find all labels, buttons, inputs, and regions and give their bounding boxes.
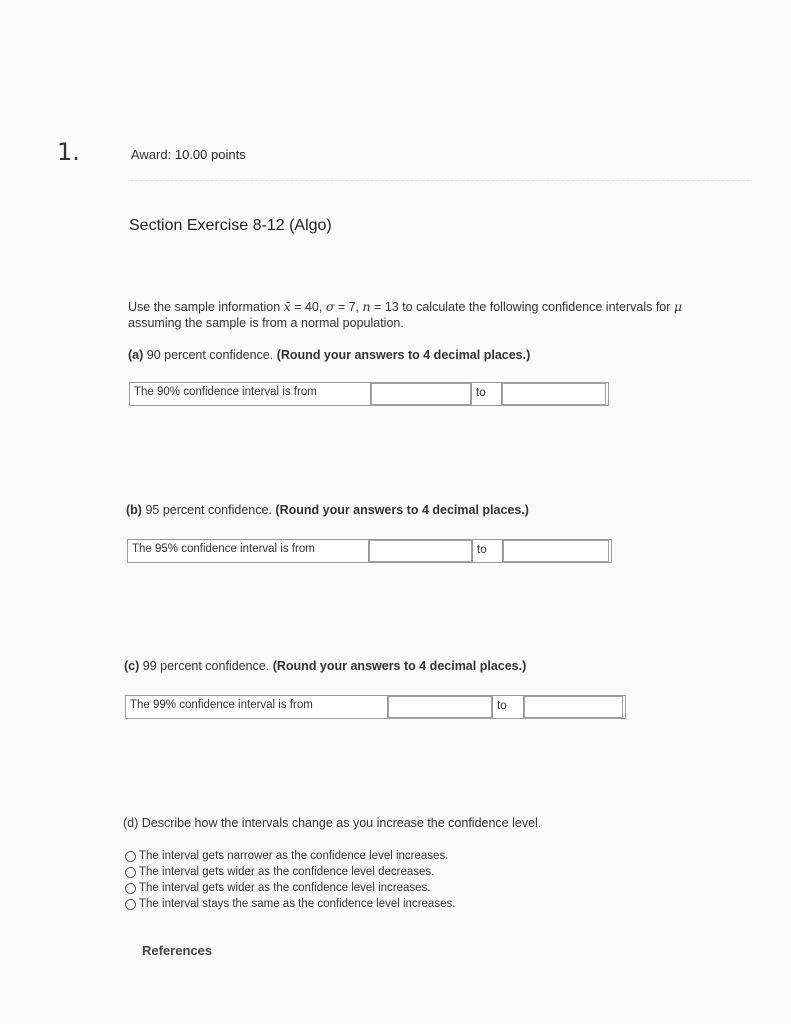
radio-button[interactable] — [125, 899, 136, 910]
exercise-title: Section Exercise 8-12 (Algo) — [129, 217, 332, 234]
radio-button[interactable] — [125, 883, 136, 894]
award-points: 10.00 points — [174, 147, 246, 162]
part-a-lower-input[interactable] — [371, 383, 471, 405]
award-label: Award: — [131, 147, 172, 162]
part-c-upper-input[interactable] — [524, 696, 623, 718]
radio-button[interactable] — [125, 867, 136, 878]
part-b-row-label: The 95% confidence interval is from — [128, 540, 369, 562]
option-4-label: The interval stays the same as the confidence level increases. — [139, 898, 456, 910]
option-2-label: The interval gets wider as the confidence level decreases. — [139, 866, 435, 878]
option-1[interactable] — [125, 848, 455, 864]
part-b-prompt — [126, 503, 529, 517]
part-c-label: (c) — [124, 659, 140, 673]
mu-symbol: μ — [673, 299, 683, 314]
part-c-to-label: to — [492, 696, 524, 718]
divider — [130, 180, 750, 181]
part-a-text: 90 percent confidence. — [143, 348, 277, 362]
problem-statement — [128, 299, 748, 331]
part-a-answer-row — [129, 382, 609, 406]
option-2[interactable] — [125, 864, 455, 880]
part-a-prompt — [128, 348, 530, 362]
part-c-text: 99 percent confidence. — [139, 659, 273, 673]
part-c-prompt — [124, 659, 526, 673]
part-b-round-note: (Round your answers to 4 decimal places.) — [275, 503, 529, 517]
part-c-lower-input[interactable] — [388, 696, 492, 718]
xbar-symbol: x̄ — [283, 299, 291, 314]
part-b-text: 95 percent confidence. — [141, 503, 276, 517]
part-a-round-note: (Round your answers to 4 decimal places.) — [276, 348, 531, 362]
part-b-label: (b) — [126, 503, 142, 517]
part-c-answer-row — [125, 695, 626, 719]
sigma-value: = 7, — [334, 300, 363, 314]
part-a-label: (a) — [128, 348, 144, 362]
part-d-text: Describe how the intervals change as you increase the confidence level. — [138, 816, 542, 830]
radio-button[interactable] — [125, 851, 136, 862]
option-3[interactable] — [125, 880, 455, 896]
part-b-lower-input[interactable] — [369, 540, 472, 562]
part-d-label: (d) — [123, 816, 139, 830]
sigma-symbol: σ — [325, 299, 335, 314]
xbar-value: = 40, — [290, 300, 326, 314]
n-symbol: n — [362, 299, 371, 314]
n-value: = 13 to calculate the following confidence intervals for — [370, 300, 674, 314]
part-b-to-label: to — [472, 540, 503, 562]
part-d-options — [125, 848, 455, 912]
part-a-to-label: to — [471, 383, 502, 405]
part-c-round-note: (Round your answers to 4 decimal places.) — [272, 659, 527, 673]
part-b-answer-row — [127, 539, 612, 563]
part-b-upper-input[interactable] — [503, 540, 609, 562]
intro-line2: assuming the sample is from a normal population. — [128, 316, 404, 330]
part-a-upper-input[interactable] — [502, 383, 606, 405]
part-c-row-label: The 99% confidence interval is from — [126, 696, 388, 718]
intro-prefix: Use the sample information — [128, 300, 284, 314]
option-3-label: The interval gets wider as the confidence level increases. — [139, 882, 431, 894]
question-number: 1. — [57, 138, 80, 166]
award-text — [131, 147, 246, 162]
option-1-label: The interval gets narrower as the confidence level increases. — [139, 850, 449, 862]
references-link[interactable]: References — [142, 943, 213, 958]
part-a-row-label: The 90% confidence interval is from — [130, 383, 371, 405]
option-4[interactable] — [125, 896, 455, 912]
part-d-prompt — [123, 816, 541, 830]
